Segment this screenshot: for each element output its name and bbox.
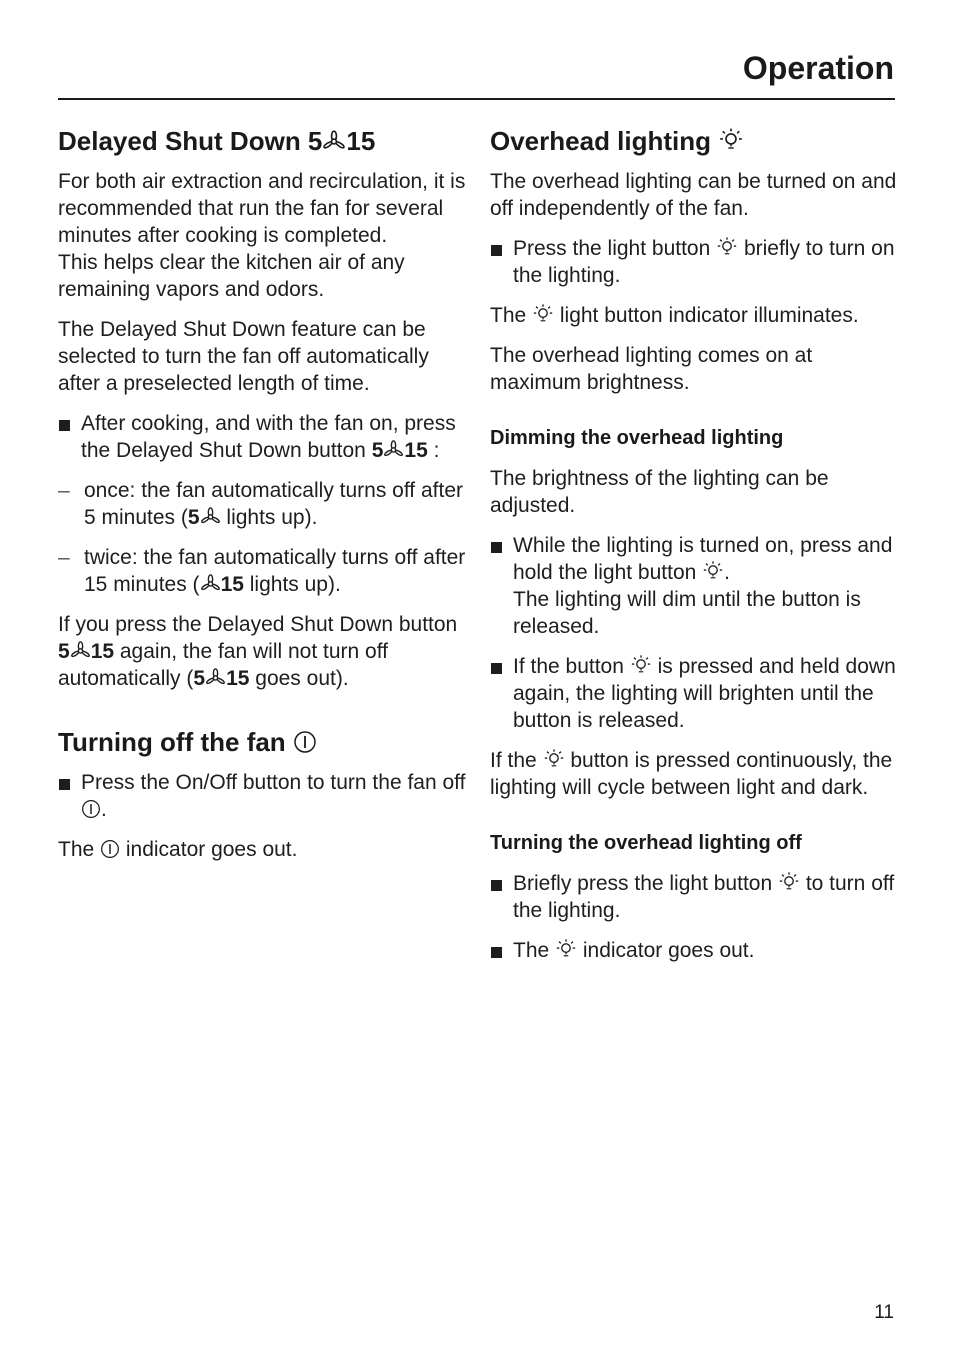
paragraph [490, 747, 900, 801]
indicator-label: 15 [220, 573, 244, 596]
light-icon [630, 654, 652, 676]
paragraph-text: If you press the Delayed Shut Down button [58, 613, 458, 636]
spacer [58, 705, 468, 725]
left-column [58, 124, 468, 876]
delayed-shutdown-heading [58, 124, 468, 158]
bullet-item [58, 410, 468, 464]
page-number: 11 [874, 1302, 894, 1323]
paragraph-text: If the [490, 749, 543, 772]
bullet-marker [491, 880, 502, 891]
fan-icon [200, 506, 221, 527]
dash-text: lights up). [220, 506, 318, 529]
bullet-text: The lighting will dim until the button is released. [513, 588, 861, 638]
bullet-item [58, 769, 468, 823]
bullet-marker [491, 663, 502, 674]
paragraph: The brightness of the lighting can be adjusted. [490, 467, 829, 517]
page-title: Operation [742, 50, 894, 86]
light-icon [718, 127, 744, 153]
paragraph-text: This helps clear the kitchen air of any remaining vapors and odors. [58, 251, 405, 301]
paragraph-text: indicator goes out. [120, 838, 298, 861]
light-icon [555, 938, 577, 960]
bullet-item [490, 235, 900, 289]
bullet-marker [59, 420, 70, 431]
paragraph-text: goes out). [249, 667, 349, 690]
paragraph [58, 611, 468, 692]
button-label: 15 [90, 640, 115, 663]
dash-item [58, 544, 468, 598]
paragraph: The overhead lighting comes on at maximum brightness. [490, 344, 813, 394]
bullet-text: : [427, 439, 440, 462]
bullet-text: to turn off the lighting. [513, 872, 895, 922]
turning-off-fan-heading [58, 725, 468, 759]
light-icon [702, 560, 724, 582]
spacer [490, 814, 900, 830]
lighting-off-heading: Turning the overhead lighting off [490, 832, 802, 854]
fan-icon [322, 129, 346, 153]
light-icon [543, 748, 565, 770]
dimming-heading: Dimming the overhead lighting [490, 427, 784, 449]
heading-text: Turning off the fan [58, 727, 293, 757]
overhead-lighting-heading [490, 124, 900, 158]
bullet-item [490, 870, 900, 924]
button-label: 5 [193, 667, 206, 690]
fan-icon [383, 439, 404, 460]
dash-text: once: the fan automatically turns off after 5 minutes ( [84, 479, 463, 529]
spacer [490, 409, 900, 425]
indicator-label: 5 [187, 506, 200, 529]
heading-text: 15 [346, 126, 376, 156]
paragraph: The Delayed Shut Down feature can be selected to turn the fan off automatically after a preselected length of time. [58, 318, 429, 395]
bullet-text: . [101, 798, 107, 821]
power-icon [81, 799, 101, 819]
bullet-marker [491, 947, 502, 958]
heading-text: Delayed Shut Down 5 [58, 126, 323, 156]
paragraph [58, 168, 468, 303]
bullet-item [490, 937, 900, 964]
bullet-text: Press the light button [513, 237, 717, 260]
bullet-text: briefly to turn on the lighting. [513, 237, 895, 287]
bullet-marker [491, 542, 502, 553]
bullet-text: While the lighting is turned on, press and hold the light button [513, 534, 893, 584]
bullet-text: . [724, 561, 730, 584]
right-column [490, 124, 900, 977]
paragraph-text: button is pressed continuously, the lighting will cycle between light and dark. [490, 749, 893, 799]
bullet-text: indicator goes out. [577, 939, 755, 962]
power-icon [100, 839, 120, 859]
bullet-item [490, 653, 900, 734]
paragraph [490, 302, 900, 329]
dash-marker: – [58, 546, 70, 569]
light-icon [716, 236, 738, 258]
paragraph-text: For both air extraction and recirculation, it is recommended that run the fan for several minutes after cooking is completed. [58, 170, 466, 247]
header-divider [58, 98, 895, 100]
bullet-text: is pressed and held down again, the lighting will brighten until the button is released. [513, 655, 896, 732]
paragraph-text: again, the fan will not turn off automatically ( [58, 640, 389, 690]
power-icon [293, 730, 317, 754]
fan-icon [205, 667, 226, 688]
bullet-text: After cooking, and with the fan on, press the Delayed Shut Down button [81, 412, 456, 462]
dash-text: twice: the fan automatically turns off after 15 minutes ( [84, 546, 466, 596]
dash-item [58, 477, 468, 531]
bullet-text: Briefly press the light button [513, 872, 778, 895]
button-label: 15 [404, 439, 428, 462]
dash-text: lights up). [243, 573, 341, 596]
dash-marker: – [58, 479, 70, 502]
fan-icon [200, 573, 221, 594]
button-label: 15 [226, 667, 250, 690]
paragraph-text: The [58, 838, 101, 861]
bullet-marker [491, 245, 502, 256]
paragraph-text: light button indicator illuminates. [554, 304, 859, 327]
bullet-text: Press the On/Off button to turn the fan off [81, 771, 466, 794]
bullet-text: If the button [513, 655, 630, 678]
light-icon [532, 303, 554, 325]
paragraph [58, 836, 468, 863]
button-label: 5 [58, 640, 70, 663]
light-icon [778, 871, 800, 893]
paragraph: The overhead lighting can be turned on and off independently of the fan. [490, 170, 897, 220]
fan-icon [70, 640, 91, 661]
heading-text: Overhead lighting [490, 126, 719, 156]
bullet-marker [59, 779, 70, 790]
button-label: 5 [371, 439, 384, 462]
bullet-text: The [513, 939, 556, 962]
bullet-item [490, 532, 900, 640]
paragraph-text: The [490, 304, 533, 327]
